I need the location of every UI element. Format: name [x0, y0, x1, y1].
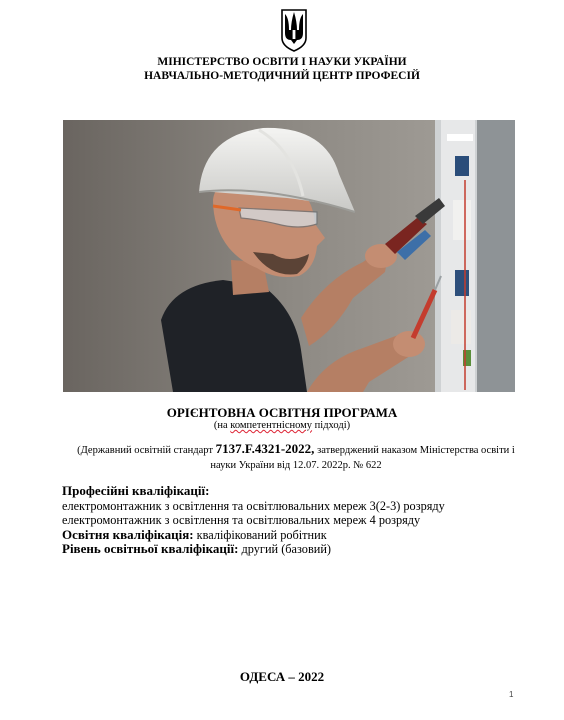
program-subtitle — [0, 420, 564, 431]
qualifications-heading: Професійні кваліфікації: — [62, 483, 210, 498]
qualifications-block — [62, 484, 532, 557]
electrician-photo — [63, 120, 515, 392]
standard-code: 7137.F.4321-2022, — [215, 441, 315, 456]
program-title: ОРІЄНТОВНА ОСВІТНЯ ПРОГРАМА — [166, 405, 398, 420]
subtitle-underlined-word: компетентнісному — [230, 420, 313, 431]
ministry-name: МІНІСТЕРСТВО ОСВІТИ І НАУКИ УКРАЇНИ — [157, 56, 407, 68]
page-number: 1 — [509, 690, 514, 699]
standard-prefix: (Державний освітній стандарт — [77, 445, 216, 456]
subtitle-suffix: підході) — [312, 420, 351, 431]
subtitle-prefix: (на — [213, 420, 231, 431]
city-year: ОДЕСА – 2022 — [239, 669, 325, 684]
education-label: Освітня кваліфікація: — [62, 526, 194, 542]
qualification-item: електромонтажник з освітлення та освітлювальних мереж 3(2-3) розряду — [62, 498, 445, 513]
qualification-item: електромонтажник з освітлення та освітлювальних мереж 4 розряду — [62, 513, 421, 527]
center-name: НАВЧАЛЬНО-МЕТОДИЧНИЙ ЦЕНТР ПРОФЕСІЙ — [144, 70, 420, 82]
standard-reference — [76, 441, 516, 473]
level-value: другий (базовий) — [238, 542, 332, 556]
education-qualification — [62, 528, 532, 543]
level-label: Рівень освітньої кваліфікації: — [62, 541, 239, 556]
coat-of-arms-icon — [280, 8, 308, 52]
qualification-level — [62, 542, 532, 557]
education-value: кваліфікований робітник — [193, 527, 327, 542]
standard-suffix: затверджений наказом Міністерства освіти і науки України від 12.07. 2022р. № 622 — [210, 445, 515, 471]
